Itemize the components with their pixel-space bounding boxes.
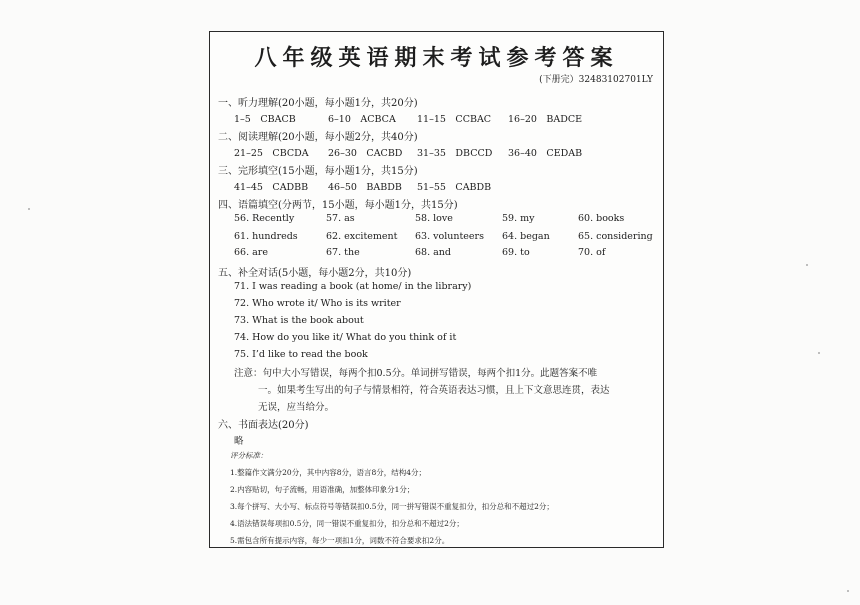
s3-answer: 51–55 CABDB <box>417 182 492 193</box>
section-2-heading: 二、阅读理解(20小题，每小题2分，共40分) <box>218 132 418 143</box>
s4-answer: 65. considering <box>578 231 653 242</box>
s4-answer: 61. hundreds <box>234 231 298 242</box>
section-3-heading: 三、完形填空(15小题，每小题1分，共15分) <box>218 166 418 177</box>
criteria-item: 1.整篇作文满分20分，其中内容8分，语言8分，结构4分； <box>230 468 427 477</box>
s5-note: 一。如果考生写出的句子与情景相符，符合英语表达习惯，且上下文意思连贯，表达 <box>258 385 610 396</box>
page-title: 八年级英语期末考试参考答案 <box>254 45 619 71</box>
s4-answer: 67. the <box>326 247 360 258</box>
s3-answer: 41–45 CADBB <box>234 182 309 193</box>
criteria-title: 评分标准： <box>230 451 268 460</box>
s5-note: 注意：句中大小写错误，每两个扣0.5分。单词拼写错误，每两个扣1分。此题答案不唯 <box>234 368 598 379</box>
s4-answer: 59. my <box>502 213 535 224</box>
s4-answer: 64. began <box>502 231 550 242</box>
paper-code: (下册完）32483102701LY <box>539 75 653 85</box>
s1-answer: 16–20 BADCE <box>508 114 583 125</box>
scan-speck <box>28 208 30 210</box>
s4-answer: 60. books <box>578 213 625 224</box>
section-6-heading: 六、书面表达(20分) <box>218 420 309 431</box>
section-1-heading: 一、听力理解(20小题，每小题1分，共20分) <box>218 98 418 109</box>
s4-answer: 69. to <box>502 247 530 258</box>
s1-answer: 6–10 ACBCA <box>328 114 396 125</box>
s6-omitted: 略 <box>234 436 244 447</box>
scan-speck <box>818 352 820 354</box>
s5-answer: 71. I was reading a book (at home/ in the library) <box>234 281 472 292</box>
s2-answer: 21–25 CBCDA <box>234 148 309 159</box>
criteria-item: 3.每个拼写、大小写、标点符号等错误扣0.5分，同一拼写错误不重复扣分，扣分总和不超过2分； <box>230 502 554 511</box>
answer-sheet <box>209 31 664 548</box>
s2-answer: 31–35 DBCCD <box>417 148 493 159</box>
s2-answer: 26–30 CACBD <box>328 148 403 159</box>
section-5-heading: 五、补全对话(5小题，每小题2分，共10分) <box>218 268 412 279</box>
s4-answer: 68. and <box>415 247 451 258</box>
s3-answer: 46–50 BABDB <box>328 182 402 193</box>
criteria-item: 2.内容贴切，句子流畅，用语准确，加整体印象分1分； <box>230 485 415 494</box>
s4-answer: 58. love <box>415 213 453 224</box>
scan-speck <box>847 590 849 592</box>
s2-answer: 36–40 CEDAB <box>508 148 583 159</box>
criteria-item: 5.需包含所有提示内容，每少一项扣1分，词数不符合要求扣2分。 <box>230 536 450 545</box>
criteria-item: 4.语法错误每项扣0.5分，同一错误不重复扣分，扣分总和不超过2分； <box>230 519 464 528</box>
s5-answer: 73. What is the book about <box>234 315 364 326</box>
scan-speck <box>806 264 808 266</box>
s1-answer: 1–5 CBACB <box>234 114 296 125</box>
s4-answer: 70. of <box>578 247 606 258</box>
s1-answer: 11–15 CCBAC <box>417 114 492 125</box>
s5-answer: 72. Who wrote it/ Who is its writer <box>234 298 401 309</box>
s4-answer: 62. excitement <box>326 231 398 242</box>
s4-answer: 66. are <box>234 247 268 258</box>
s5-answer: 74. How do you like it/ What do you think of it <box>234 332 457 343</box>
section-4-heading: 四、语篇填空(分两节，15小题，每小题1分，共15分) <box>218 200 458 211</box>
s4-answer: 57. as <box>326 213 355 224</box>
s4-answer: 63. volunteers <box>415 231 484 242</box>
s4-answer: 56. Recently <box>234 213 295 224</box>
s5-note: 无误，应当给分。 <box>258 402 335 413</box>
s5-answer: 75. I’d like to read the book <box>234 349 368 360</box>
